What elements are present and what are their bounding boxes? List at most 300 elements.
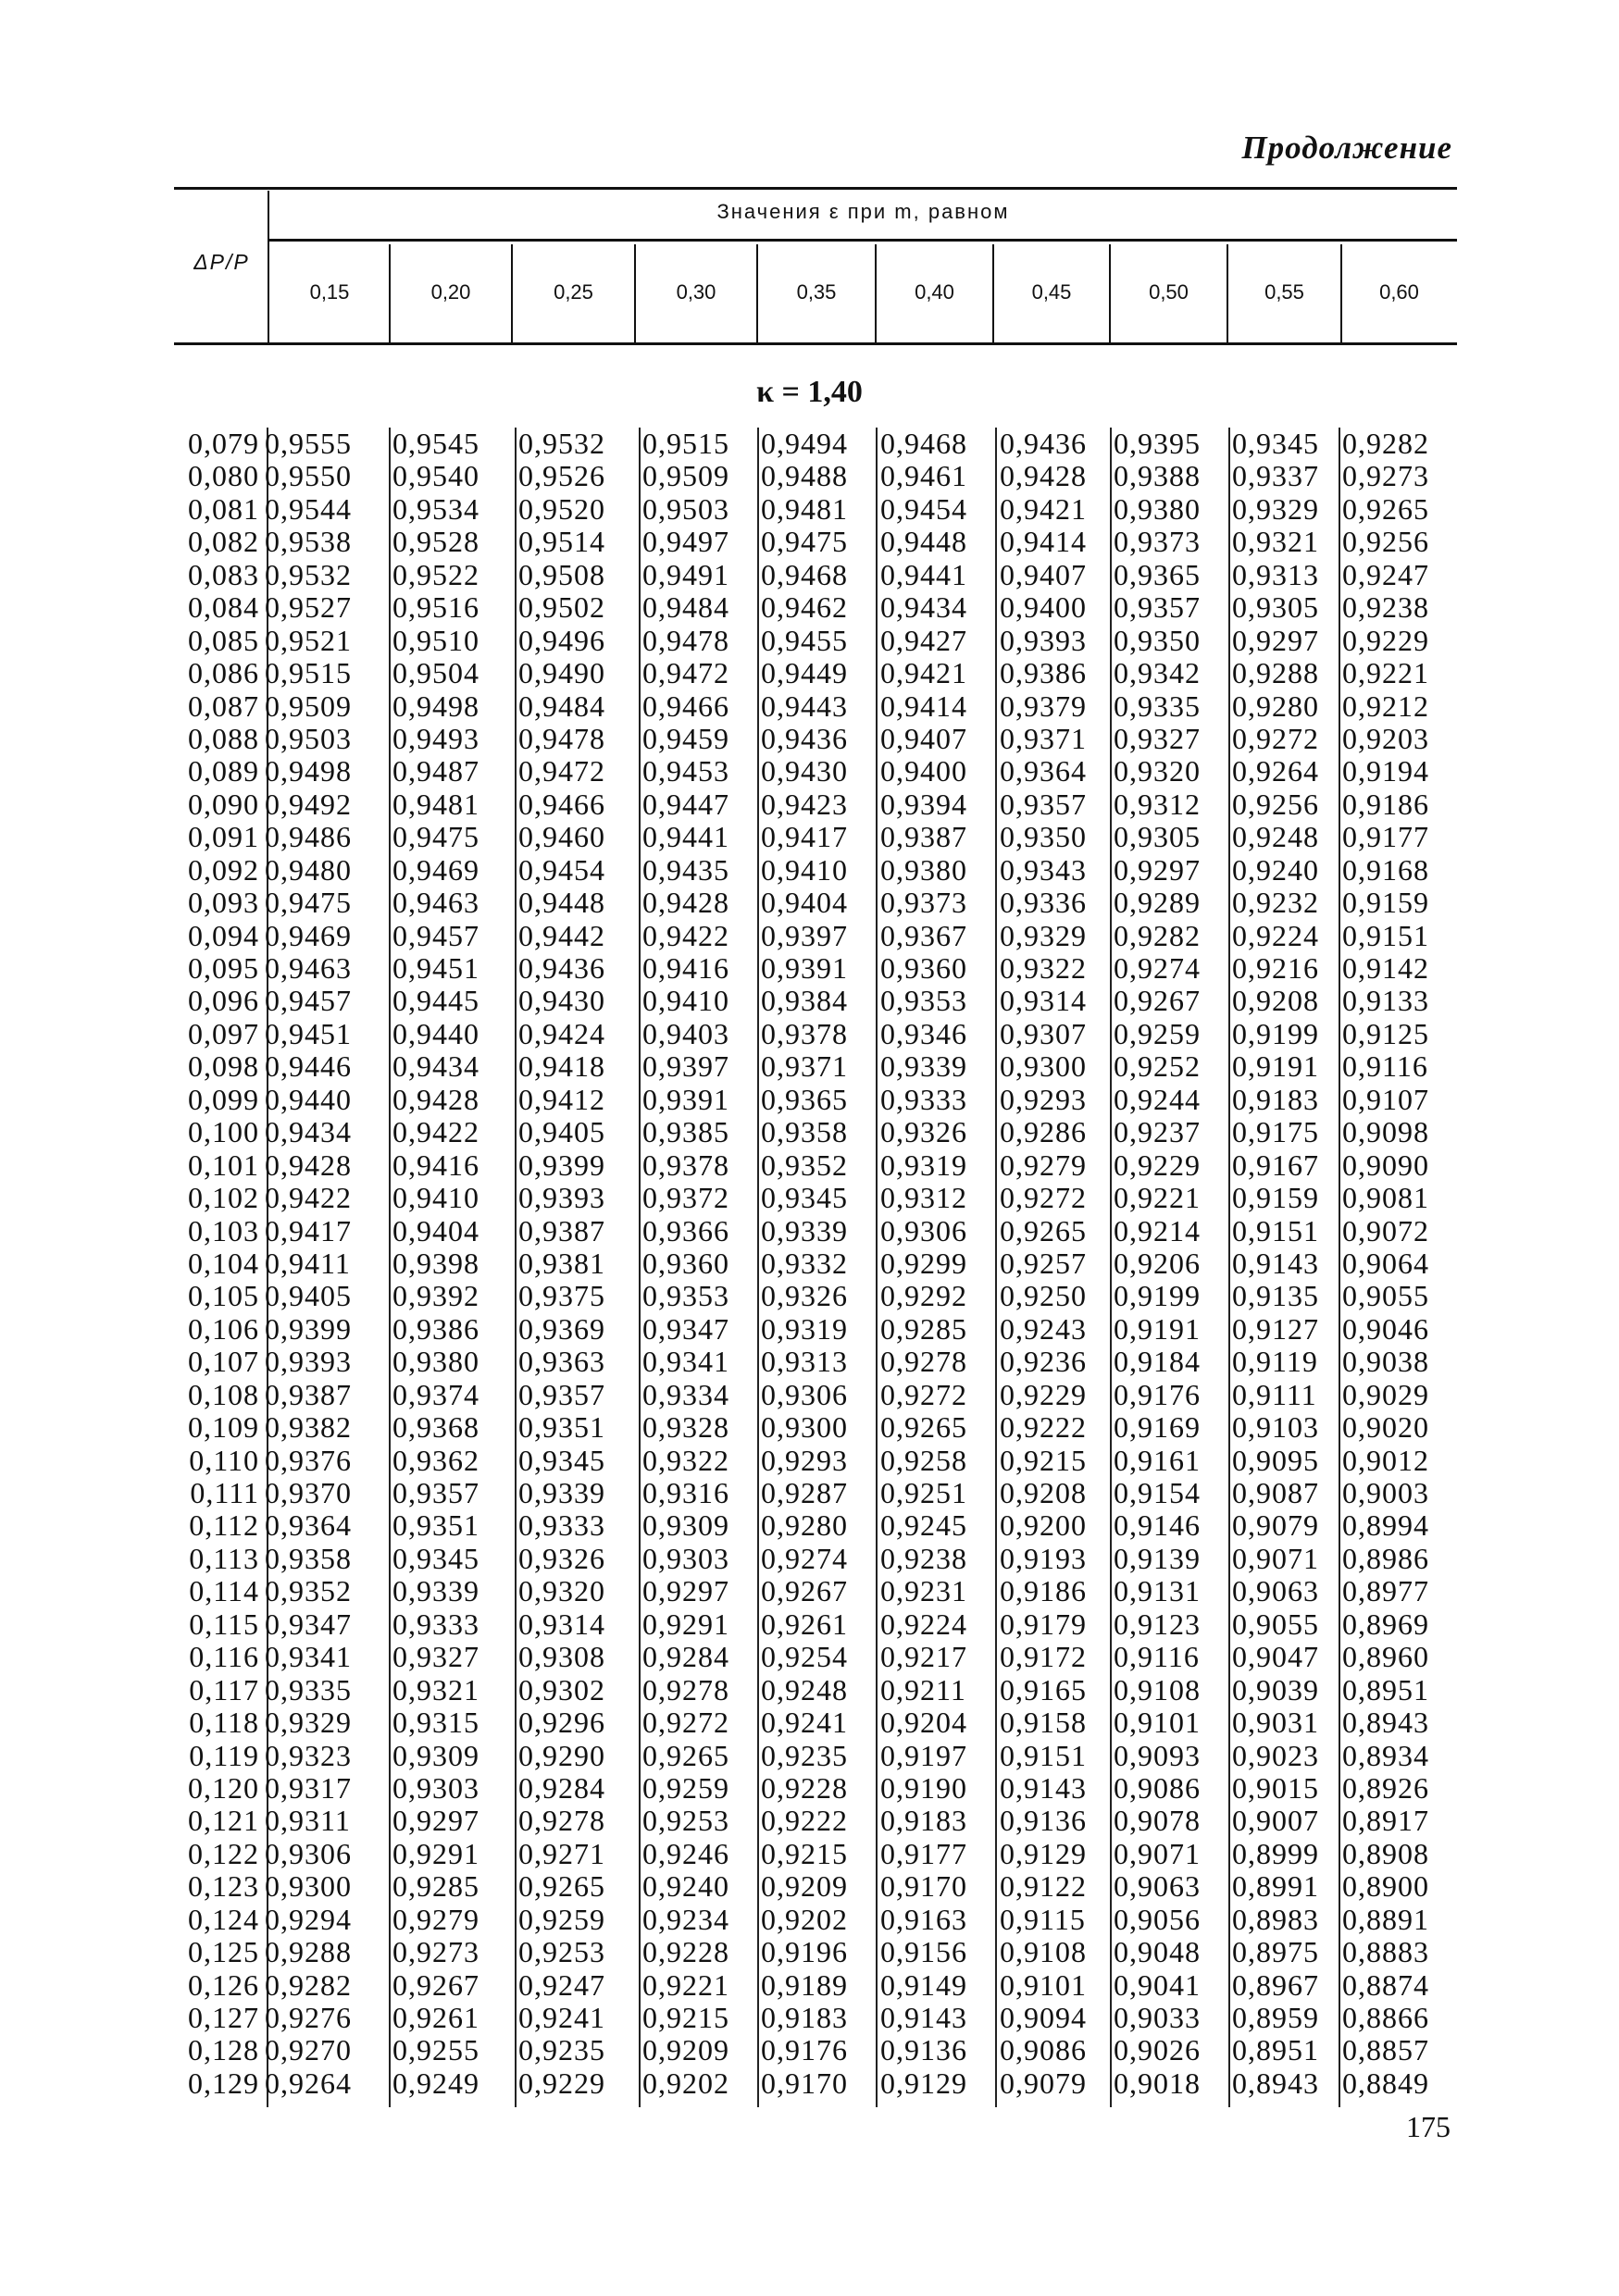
epsilon-value: 0,9199	[1114, 1279, 1201, 1313]
epsilon-value: 0,9264	[1232, 754, 1319, 788]
epsilon-value: 0,9221	[642, 1967, 729, 2002]
epsilon-value: 0,9494	[761, 427, 848, 460]
epsilon-value: 0,9287	[761, 1476, 848, 1509]
epsilon-value: 0,9363	[518, 1345, 605, 1379]
epsilon-value: 0,9321	[392, 1672, 479, 1706]
epsilon-value: 0,9352	[761, 1148, 848, 1182]
row-dpp-value: 0,099	[188, 1082, 259, 1116]
epsilon-value: 0,9127	[1232, 1311, 1319, 1346]
epsilon-value: 0,8866	[1342, 2001, 1429, 2034]
epsilon-value: 0,9098	[1342, 1115, 1429, 1149]
epsilon-value: 0,9235	[761, 1738, 848, 1772]
epsilon-value: 0,9129	[1000, 1836, 1087, 1870]
epsilon-value: 0,9388	[1114, 459, 1201, 493]
epsilon-value: 0,9454	[518, 852, 605, 887]
epsilon-value: 0,9247	[518, 1967, 605, 2002]
epsilon-value: 0,9520	[518, 491, 605, 526]
epsilon-value: 0,9064	[1342, 1246, 1429, 1280]
epsilon-value: 0,9168	[1342, 852, 1429, 887]
epsilon-value: 0,9448	[518, 886, 605, 920]
epsilon-value: 0,9212	[1342, 689, 1429, 723]
epsilon-value: 0,9375	[518, 1279, 605, 1313]
epsilon-value: 0,9457	[392, 918, 479, 952]
epsilon-value: 0,9403	[642, 1016, 729, 1050]
epsilon-value: 0,9252	[1114, 1049, 1201, 1084]
epsilon-value: 0,9161	[1114, 1443, 1201, 1477]
epsilon-value: 0,9350	[1000, 820, 1087, 854]
epsilon-value: 0,9278	[518, 1804, 605, 1838]
epsilon-value: 0,9555	[265, 427, 352, 460]
epsilon-value: 0,9216	[1232, 951, 1319, 985]
epsilon-value: 0,9296	[518, 1706, 605, 1740]
epsilon-value: 0,9293	[761, 1443, 848, 1477]
epsilon-value: 0,9442	[518, 918, 605, 952]
epsilon-value: 0,9521	[265, 623, 352, 657]
epsilon-value: 0,9094	[1000, 2001, 1087, 2034]
table-row	[167, 887, 1463, 919]
header-m-value: 0,50	[1149, 280, 1189, 304]
epsilon-value: 0,9358	[761, 1115, 848, 1149]
row-dpp-value: 0,087	[188, 689, 259, 723]
epsilon-value: 0,9224	[880, 1607, 967, 1641]
epsilon-value: 0,9440	[265, 1082, 352, 1116]
header-bottom-rule	[174, 342, 1457, 345]
epsilon-value: 0,9333	[880, 1082, 967, 1116]
epsilon-value: 0,9457	[265, 984, 352, 1018]
row-dpp-value: 0,124	[188, 1902, 259, 1936]
table-row	[167, 723, 1463, 755]
epsilon-value: 0,9221	[1342, 656, 1429, 690]
epsilon-value: 0,9320	[1114, 754, 1201, 788]
epsilon-value: 0,9374	[392, 1377, 479, 1411]
header-group-underline	[269, 239, 1457, 242]
epsilon-value: 0,9215	[642, 2001, 729, 2034]
epsilon-value: 0,9451	[265, 1016, 352, 1050]
epsilon-value: 0,9255	[392, 2033, 479, 2067]
row-dpp-value: 0,113	[189, 1541, 259, 1575]
epsilon-value: 0,9297	[642, 1574, 729, 1608]
epsilon-value: 0,8959	[1232, 2001, 1319, 2034]
epsilon-value: 0,9261	[761, 1607, 848, 1641]
table-row	[167, 625, 1463, 657]
epsilon-value: 0,9103	[1232, 1410, 1319, 1445]
epsilon-value: 0,9300	[1000, 1049, 1087, 1084]
epsilon-value: 0,9414	[1000, 525, 1087, 559]
row-dpp-value: 0,096	[188, 984, 259, 1018]
header-m-value: 0,45	[1031, 280, 1072, 304]
epsilon-value: 0,9516	[392, 590, 479, 625]
epsilon-value: 0,8986	[1342, 1541, 1429, 1575]
epsilon-value: 0,9316	[642, 1476, 729, 1509]
table-row	[167, 2067, 1463, 2100]
epsilon-value: 0,8983	[1232, 1902, 1319, 1936]
epsilon-value: 0,9312	[880, 1181, 967, 1215]
epsilon-value: 0,9265	[1000, 1213, 1087, 1247]
epsilon-value: 0,9072	[1342, 1213, 1429, 1247]
table-row	[167, 1182, 1463, 1214]
epsilon-value: 0,9222	[761, 1804, 848, 1838]
epsilon-value: 0,9423	[761, 787, 848, 821]
epsilon-value: 0,9468	[880, 427, 967, 460]
epsilon-value: 0,9335	[1114, 689, 1201, 723]
epsilon-value: 0,9204	[880, 1706, 967, 1740]
epsilon-value: 0,9509	[642, 459, 729, 493]
epsilon-value: 0,9306	[761, 1377, 848, 1411]
epsilon-value: 0,9503	[265, 721, 352, 755]
epsilon-value: 0,9461	[880, 459, 967, 493]
epsilon-value: 0,9235	[518, 2033, 605, 2067]
epsilon-value: 0,9427	[880, 623, 967, 657]
epsilon-value: 0,8849	[1342, 2066, 1429, 2100]
epsilon-value: 0,9311	[265, 1804, 351, 1838]
epsilon-value: 0,9169	[1114, 1410, 1201, 1445]
table-row	[167, 1543, 1463, 1575]
epsilon-value: 0,9237	[1114, 1115, 1201, 1149]
epsilon-value: 0,9472	[518, 754, 605, 788]
epsilon-value: 0,9469	[392, 852, 479, 887]
epsilon-value: 0,9410	[761, 852, 848, 887]
header-m-value: 0,40	[915, 280, 954, 304]
epsilon-value: 0,9206	[1114, 1246, 1201, 1280]
epsilon-value: 0,8991	[1232, 1869, 1319, 1904]
epsilon-value: 0,8943	[1232, 2066, 1319, 2100]
epsilon-value: 0,9240	[642, 1869, 729, 1904]
epsilon-value: 0,9386	[1000, 656, 1087, 690]
epsilon-value: 0,9382	[265, 1410, 352, 1445]
epsilon-value: 0,9357	[392, 1476, 479, 1509]
epsilon-value: 0,9353	[642, 1279, 729, 1313]
epsilon-value: 0,9347	[265, 1607, 352, 1641]
epsilon-value: 0,9282	[1114, 918, 1201, 952]
epsilon-value: 0,9314	[518, 1607, 605, 1641]
epsilon-value: 0,9101	[1114, 1706, 1201, 1740]
epsilon-value: 0,9321	[1232, 525, 1319, 559]
epsilon-value: 0,9441	[880, 557, 967, 591]
epsilon-value: 0,9484	[518, 689, 605, 723]
epsilon-value: 0,9151	[1000, 1738, 1087, 1772]
epsilon-value: 0,9149	[880, 1967, 967, 2002]
table-row	[167, 1116, 1463, 1148]
epsilon-value: 0,9480	[265, 852, 352, 887]
epsilon-value: 0,9270	[265, 2033, 352, 2067]
epsilon-value: 0,9372	[642, 1181, 729, 1215]
row-dpp-value: 0,080	[188, 459, 259, 493]
epsilon-value: 0,9370	[265, 1476, 352, 1509]
table-row	[167, 1215, 1463, 1247]
row-dpp-value: 0,093	[188, 886, 259, 920]
table-row	[167, 1379, 1463, 1411]
epsilon-value: 0,9418	[518, 1049, 605, 1084]
row-dpp-value: 0,119	[189, 1738, 259, 1772]
row-dpp-value: 0,121	[188, 1804, 259, 1838]
epsilon-value: 0,9410	[642, 984, 729, 1018]
epsilon-value: 0,9167	[1232, 1148, 1319, 1182]
page-number: 175	[1406, 2110, 1451, 2143]
epsilon-value: 0,9434	[392, 1049, 479, 1084]
epsilon-value: 0,9460	[518, 820, 605, 854]
epsilon-value: 0,9048	[1114, 1935, 1201, 1969]
epsilon-value: 0,9320	[518, 1574, 605, 1608]
epsilon-value: 0,9466	[518, 787, 605, 821]
epsilon-value: 0,9146	[1114, 1508, 1201, 1543]
epsilon-value: 0,9033	[1114, 2001, 1201, 2034]
epsilon-value: 0,9329	[265, 1706, 352, 1740]
epsilon-value: 0,9115	[1000, 1902, 1086, 1936]
epsilon-value: 0,9071	[1114, 1836, 1201, 1870]
epsilon-value: 0,9186	[1000, 1574, 1087, 1608]
epsilon-value: 0,9190	[880, 1770, 967, 1805]
epsilon-value: 0,9256	[1342, 525, 1429, 559]
row-dpp-value: 0,100	[188, 1115, 259, 1149]
epsilon-value: 0,9404	[392, 1213, 479, 1247]
epsilon-value: 0,9405	[265, 1279, 352, 1313]
epsilon-value: 0,9297	[392, 1804, 479, 1838]
epsilon-value: 0,9347	[642, 1311, 729, 1346]
table-row	[167, 657, 1463, 689]
table-row	[167, 1149, 1463, 1182]
epsilon-value: 0,9532	[265, 557, 352, 591]
header-m-value: 0,60	[1379, 280, 1419, 304]
epsilon-value: 0,9421	[1000, 491, 1087, 526]
epsilon-value: 0,9229	[1114, 1148, 1201, 1182]
epsilon-value: 0,9434	[880, 590, 967, 625]
epsilon-value: 0,9274	[1114, 951, 1201, 985]
epsilon-value: 0,9191	[1232, 1049, 1319, 1084]
epsilon-value: 0,9251	[880, 1476, 967, 1509]
row-dpp-value: 0,082	[188, 525, 259, 559]
epsilon-value: 0,9228	[761, 1770, 848, 1805]
epsilon-value: 0,9345	[761, 1181, 848, 1215]
table-row	[167, 1050, 1463, 1083]
epsilon-value: 0,9294	[265, 1902, 352, 1936]
table-row	[167, 1740, 1463, 1772]
epsilon-value: 0,9041	[1114, 1967, 1201, 2002]
table-row	[167, 1313, 1463, 1346]
epsilon-value: 0,9386	[392, 1311, 479, 1346]
epsilon-value: 0,9410	[392, 1181, 479, 1215]
epsilon-value: 0,9451	[392, 951, 479, 985]
epsilon-value: 0,9449	[761, 656, 848, 690]
epsilon-value: 0,9393	[265, 1345, 352, 1379]
row-dpp-value: 0,125	[188, 1935, 259, 1969]
table-row	[167, 1805, 1463, 1837]
row-dpp-value: 0,110	[189, 1443, 259, 1477]
row-dpp-value: 0,079	[188, 427, 259, 460]
row-dpp-value: 0,129	[188, 2066, 259, 2100]
table-row	[167, 920, 1463, 952]
epsilon-value: 0,9436	[1000, 427, 1087, 460]
epsilon-value: 0,9297	[1114, 852, 1201, 887]
epsilon-value: 0,9285	[392, 1869, 479, 1904]
epsilon-value: 0,9231	[880, 1574, 967, 1608]
epsilon-value: 0,8967	[1232, 1967, 1319, 2002]
epsilon-value: 0,9515	[265, 656, 352, 690]
epsilon-value: 0,9143	[1232, 1246, 1319, 1280]
epsilon-value: 0,9023	[1232, 1738, 1319, 1772]
epsilon-value: 0,9326	[880, 1115, 967, 1149]
epsilon-value: 0,9550	[265, 459, 352, 493]
epsilon-value: 0,9481	[392, 787, 479, 821]
table-row	[167, 1870, 1463, 1903]
epsilon-value: 0,9326	[518, 1541, 605, 1575]
epsilon-value: 0,9366	[642, 1213, 729, 1247]
epsilon-value: 0,9387	[518, 1213, 605, 1247]
table-row	[167, 591, 1463, 624]
epsilon-value: 0,9248	[761, 1672, 848, 1706]
row-dpp-value: 0,085	[188, 623, 259, 657]
epsilon-value: 0,9199	[1232, 1016, 1319, 1050]
epsilon-value: 0,9453	[642, 754, 729, 788]
header-m-value: 0,55	[1264, 280, 1304, 304]
epsilon-value: 0,9215	[1000, 1443, 1087, 1477]
epsilon-value: 0,9384	[761, 984, 848, 1018]
epsilon-value: 0,9478	[518, 721, 605, 755]
epsilon-value: 0,9417	[265, 1213, 352, 1247]
epsilon-value: 0,9339	[518, 1476, 605, 1509]
table-row	[167, 755, 1463, 788]
epsilon-value: 0,8857	[1342, 2033, 1429, 2067]
epsilon-value: 0,9236	[1000, 1345, 1087, 1379]
epsilon-value: 0,9436	[518, 951, 605, 985]
row-dpp-value: 0,097	[188, 1016, 259, 1050]
epsilon-value: 0,8969	[1342, 1607, 1429, 1641]
epsilon-value: 0,9357	[1000, 787, 1087, 821]
epsilon-value: 0,9303	[392, 1770, 479, 1805]
epsilon-value: 0,9265	[642, 1738, 729, 1772]
epsilon-value: 0,9373	[1114, 525, 1201, 559]
epsilon-value: 0,9086	[1000, 2033, 1087, 2067]
epsilon-value: 0,8977	[1342, 1574, 1429, 1608]
table-row	[167, 559, 1463, 591]
epsilon-value: 0,9165	[1000, 1672, 1087, 1706]
epsilon-value: 0,9101	[1000, 1967, 1087, 2002]
epsilon-value: 0,9079	[1000, 2066, 1087, 2100]
epsilon-value: 0,9108	[1114, 1672, 1201, 1706]
epsilon-value: 0,9282	[1342, 427, 1429, 460]
epsilon-value: 0,9176	[761, 2033, 848, 2067]
epsilon-value: 0,9317	[265, 1770, 352, 1805]
epsilon-value: 0,9407	[880, 721, 967, 755]
epsilon-value: 0,9446	[265, 1049, 352, 1084]
row-dpp-value: 0,117	[189, 1672, 259, 1706]
epsilon-value: 0,9329	[1000, 918, 1087, 952]
table-row	[167, 428, 1463, 460]
epsilon-value: 0,9193	[1000, 1541, 1087, 1575]
epsilon-value: 0,8951	[1232, 2033, 1319, 2067]
epsilon-value: 0,9300	[761, 1410, 848, 1445]
epsilon-value: 0,9184	[1114, 1345, 1201, 1379]
epsilon-value: 0,9417	[761, 820, 848, 854]
epsilon-value: 0,9498	[392, 689, 479, 723]
table-row	[167, 1280, 1463, 1312]
epsilon-value: 0,9177	[880, 1836, 967, 1870]
epsilon-value: 0,9545	[392, 427, 479, 460]
epsilon-value: 0,9012	[1342, 1443, 1429, 1477]
epsilon-value: 0,9272	[1232, 721, 1319, 755]
epsilon-value: 0,9253	[518, 1935, 605, 1969]
row-dpp-value: 0,106	[188, 1311, 259, 1346]
continuation-label: Продолжение	[1241, 130, 1452, 166]
epsilon-value: 0,9250	[1000, 1279, 1087, 1313]
epsilon-value: 0,9469	[265, 918, 352, 952]
epsilon-value: 0,9391	[761, 951, 848, 985]
epsilon-value: 0,9466	[642, 689, 729, 723]
epsilon-value: 0,9176	[1114, 1377, 1201, 1411]
epsilon-value: 0,9163	[880, 1902, 967, 1936]
epsilon-value: 0,9475	[265, 886, 352, 920]
epsilon-value: 0,9540	[392, 459, 479, 493]
epsilon-value: 0,9422	[642, 918, 729, 952]
epsilon-value: 0,9172	[1000, 1640, 1087, 1674]
epsilon-value: 0,9493	[392, 721, 479, 755]
epsilon-value: 0,9399	[265, 1311, 352, 1346]
row-dpp-value: 0,127	[188, 2001, 259, 2034]
epsilon-value: 0,9229	[1342, 623, 1429, 657]
epsilon-value: 0,9475	[392, 820, 479, 854]
table-row	[167, 493, 1463, 526]
epsilon-value: 0,9368	[392, 1410, 479, 1445]
epsilon-value: 0,9346	[880, 1016, 967, 1050]
epsilon-value: 0,9026	[1114, 2033, 1201, 2067]
epsilon-value: 0,9380	[392, 1345, 479, 1379]
epsilon-value: 0,9498	[265, 754, 352, 788]
epsilon-value: 0,9381	[518, 1246, 605, 1280]
epsilon-value: 0,9353	[880, 984, 967, 1018]
epsilon-value: 0,9087	[1232, 1476, 1319, 1509]
row-dpp-value: 0,091	[188, 820, 259, 854]
epsilon-value: 0,9133	[1342, 984, 1429, 1018]
epsilon-value: 0,9292	[880, 1279, 967, 1313]
table-row	[167, 1018, 1463, 1050]
epsilon-value: 0,9170	[761, 2066, 848, 2100]
epsilon-value: 0,9342	[1114, 656, 1201, 690]
epsilon-value: 0,9434	[265, 1115, 352, 1149]
table-row	[167, 1674, 1463, 1706]
epsilon-value: 0,9333	[392, 1607, 479, 1641]
epsilon-value: 0,9443	[761, 689, 848, 723]
row-dpp-value: 0,120	[188, 1770, 259, 1805]
table-row	[167, 1772, 1463, 1805]
epsilon-value: 0,9265	[880, 1410, 967, 1445]
row-dpp-value: 0,118	[189, 1706, 259, 1740]
epsilon-value: 0,9309	[642, 1508, 729, 1543]
epsilon-value: 0,9421	[880, 656, 967, 690]
row-dpp-value: 0,083	[188, 557, 259, 591]
epsilon-value: 0,9378	[642, 1148, 729, 1182]
epsilon-value: 0,9508	[518, 557, 605, 591]
epsilon-value: 0,8917	[1342, 1804, 1429, 1838]
row-dpp-value: 0,123	[188, 1869, 259, 1904]
epsilon-value: 0,9279	[392, 1902, 479, 1936]
epsilon-value: 0,9208	[1232, 984, 1319, 1018]
epsilon-value: 0,9129	[880, 2066, 967, 2100]
epsilon-value: 0,9272	[880, 1377, 967, 1411]
epsilon-value: 0,9202	[761, 1902, 848, 1936]
epsilon-value: 0,9333	[518, 1508, 605, 1543]
row-dpp-value: 0,081	[188, 491, 259, 526]
epsilon-value: 0,9526	[518, 459, 605, 493]
epsilon-value: 0,9175	[1232, 1115, 1319, 1149]
epsilon-value: 0,9345	[392, 1541, 479, 1575]
epsilon-value: 0,9177	[1342, 820, 1429, 854]
epsilon-value: 0,9081	[1342, 1181, 1429, 1215]
row-dpp-value: 0,098	[188, 1049, 259, 1084]
epsilon-value: 0,9261	[392, 2001, 479, 2034]
epsilon-value: 0,9395	[1114, 427, 1201, 460]
table-row	[167, 526, 1463, 558]
epsilon-value: 0,9341	[265, 1640, 352, 1674]
epsilon-value: 0,9416	[642, 951, 729, 985]
